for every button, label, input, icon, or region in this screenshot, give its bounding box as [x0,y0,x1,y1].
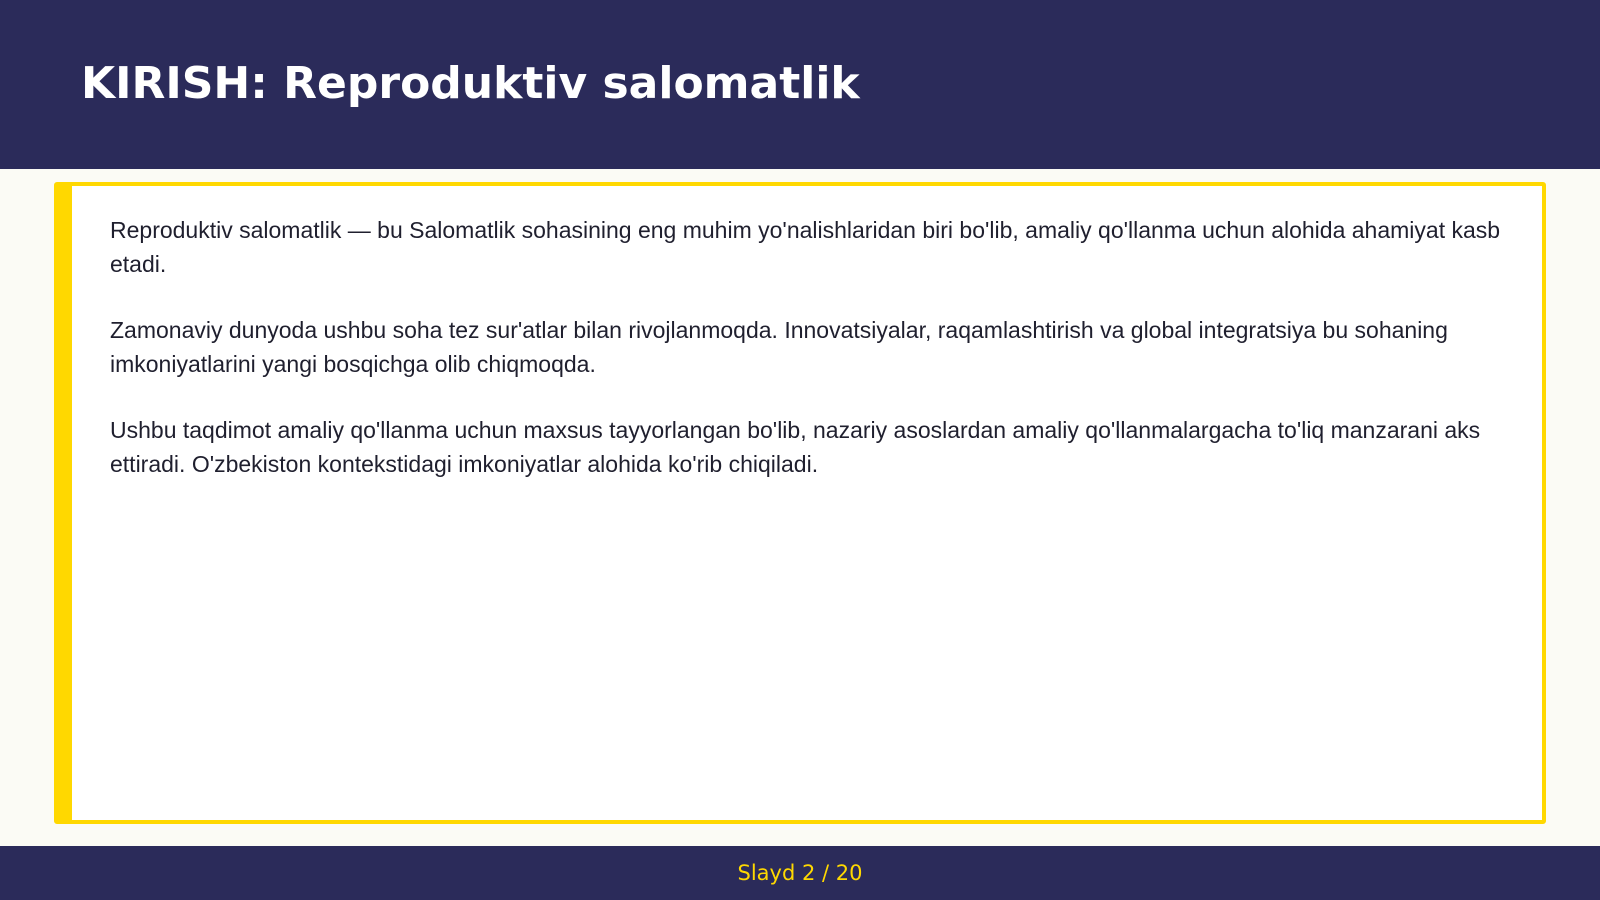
slide-title: KIRISH: Reproduktiv salomatlik [81,58,860,109]
slide-header [0,0,1600,169]
paragraph-presentation: Ushbu taqdimot amaliy qo'llanma uchun maxsus tayyorlangan bo'lib, nazariy asoslardan amaliy qo'llanmalargacha to'liq manzarani aks ettiradi. O'zbekiston kontekstidagi imkoniyatlar alohida ko'rib chiqiladi. [110,417,1481,477]
slide-number: Slayd 2 / 20 [737,861,863,885]
paragraph-intro: Reproduktiv salomatlik — bu Salomatlik sohasining eng muhim yo'nalishlaridan biri bo'lib, amaliy qo'llanma uchun alohida ahamiyat kasb etadi. [110,217,1501,277]
content-box [54,182,1546,824]
slide-footer [0,846,1600,900]
paragraph-modern-world: Zamonaviy dunyoda ushbu soha tez sur'atlar bilan rivojlanmoqda. Innovatsiyalar, raqamlashtirish va global integratsiya bu sohaning imkoniyatlarini yangi bosqichga olib chiqmoqda. [110,317,1448,377]
